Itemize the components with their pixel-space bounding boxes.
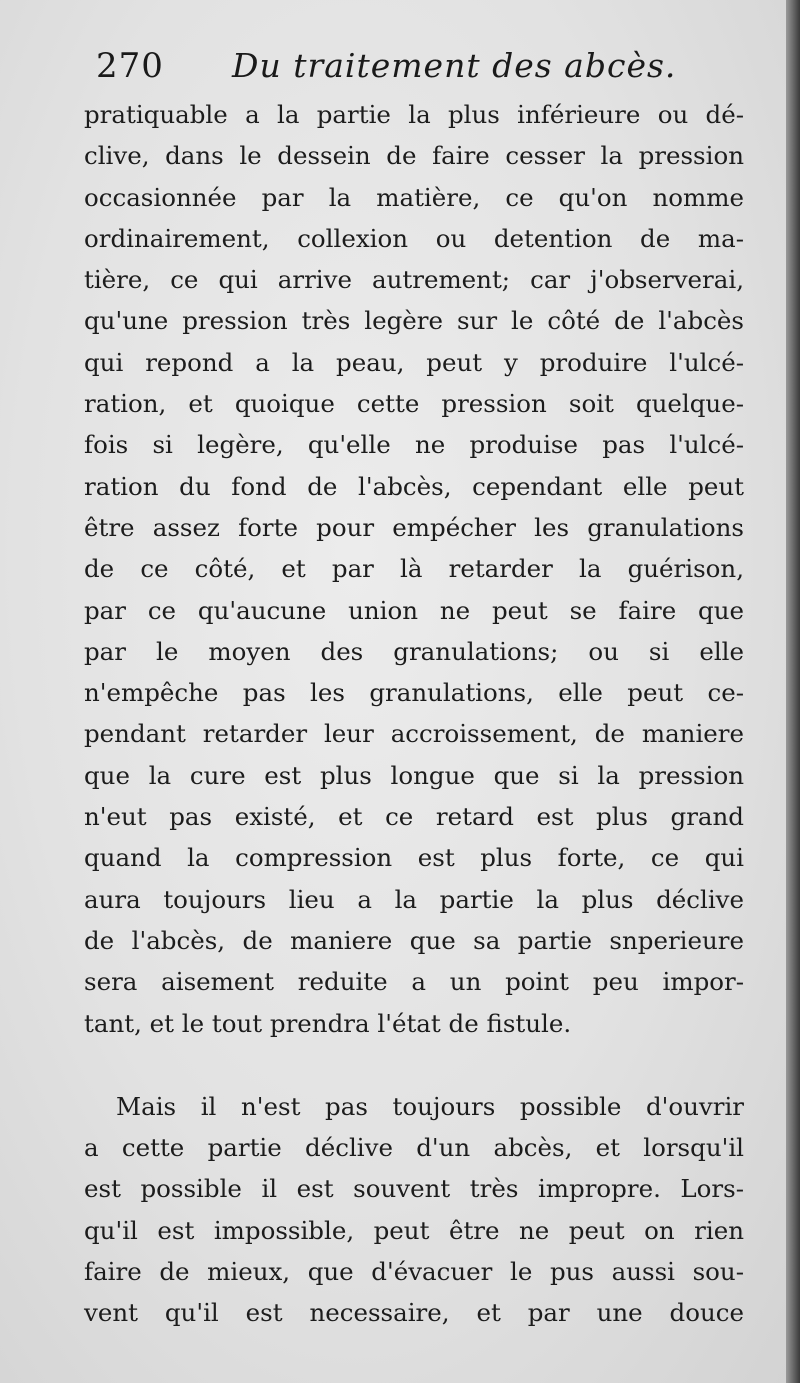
text-line: qu'une pression très legère sur le côté de l'abcès (84, 306, 744, 336)
text-line: est possible il est souvent très impropre. Lors- (84, 1174, 744, 1204)
text-line: pratiquable a la partie la plus inférieure ou dé- (84, 100, 744, 129)
page-number: 270 (96, 46, 164, 86)
paragraph-1 (84, 94, 744, 1044)
text-line: qu'il est impossible, peut être ne peut on rien (84, 1215, 744, 1245)
text-line: pendant retarder leur accroissement, de maniere (84, 719, 744, 749)
text-line: par le moyen des granulations; ou si elle (84, 636, 744, 666)
paragraph-2 (84, 1086, 744, 1334)
text-line: clive, dans le dessein de faire cesser la pression (84, 141, 744, 171)
body-text (84, 94, 744, 1334)
text-line: n'empêche pas les granulations, elle peut ce- (84, 678, 744, 708)
text-line: ration, et quoique cette pression soit quelque- (84, 389, 744, 419)
text-line: quand la compression est plus forte, ce qui (84, 843, 744, 873)
text-line: que la cure est plus longue que si la pression (84, 760, 744, 790)
text-line: Mais il n'est pas toujours possible d'ouvrir (116, 1091, 744, 1121)
text-line: tière, ce qui arrive autrement; car j'observerai, (84, 265, 744, 295)
text-line: de l'abcès, de maniere que sa partie snperieure (84, 925, 744, 955)
text-line: aura toujours lieu a la partie la plus déclive (84, 884, 744, 914)
page-edge-shadow (786, 0, 800, 1383)
text-line: n'eut pas existé, et ce retard est plus grand (84, 802, 744, 832)
text-line: qui repond a la peau, peut y produire l'ulcé- (84, 347, 744, 377)
text-line: de ce côté, et par là retarder la guérison, (84, 554, 744, 584)
text-line: vent qu'il est necessaire, et par une douce (84, 1298, 744, 1328)
text-line: ration du fond de l'abcès, cependant elle peut (84, 471, 744, 501)
running-title: Du traitement des abcès. (232, 46, 677, 85)
page-header (96, 42, 756, 92)
text-line: par ce qu'aucune union ne peut se faire que (84, 595, 744, 625)
text-line: occasionnée par la matière, ce qu'on nomme (84, 182, 744, 212)
paragraph-gap (84, 1044, 744, 1086)
text-line: ordinairement, collexion ou detention de ma- (84, 223, 744, 253)
text-line: a cette partie déclive d'un abcès, et lorsqu'il (84, 1133, 744, 1163)
text-line: fois si legère, qu'elle ne produise pas l'ulcé- (84, 430, 744, 460)
text-line: être assez forte pour empécher les granulations (84, 512, 744, 542)
text-line: sera aisement reduite a un point peu impor- (84, 967, 744, 997)
text-line: tant, et le tout prendra l'état de fistule. (84, 1008, 572, 1038)
text-line: faire de mieux, que d'évacuer le pus aussi sou- (84, 1257, 744, 1287)
